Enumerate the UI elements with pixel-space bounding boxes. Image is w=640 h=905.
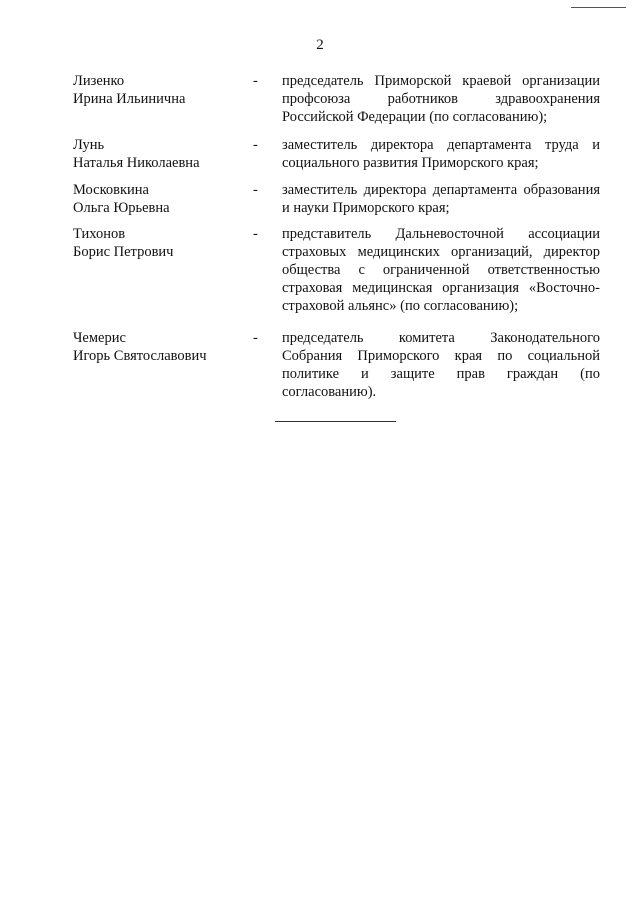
member-row (73, 225, 600, 315)
member-dash: - (253, 226, 258, 242)
member-role: председатель Приморской краевой организации профсоюза работников здравоохранения Российской Федерации (по согласованию); (282, 73, 600, 125)
member-list (73, 72, 600, 401)
page-number: 2 (316, 37, 324, 53)
member-name: Тихонов Борис Петрович (73, 226, 174, 260)
member-role: заместитель директора департамента образования и науки Приморского края; (282, 182, 600, 216)
member-dash: - (253, 330, 258, 346)
member-dash: - (253, 73, 258, 89)
member-name: Чемерис Игорь Святославович (73, 330, 207, 364)
member-name: Московкина Ольга Юрьевна (73, 182, 170, 216)
member-role: представитель Дальневосточной ассоциации страховых медицинских организаций, директор общества с ограниченной ответственностью страховая медицинская организация «Восточно-страховой альянс» (по согласованию); (282, 226, 600, 314)
member-row (73, 136, 600, 172)
member-dash: - (253, 137, 258, 153)
member-row (73, 181, 600, 217)
top-corner-rule (571, 7, 626, 8)
member-name: Лунь Наталья Николаевна (73, 137, 200, 171)
member-row (73, 329, 600, 401)
member-row (73, 72, 600, 126)
member-name: Лизенко Ирина Ильинична (73, 73, 186, 107)
member-dash: - (253, 182, 258, 198)
end-of-list-rule (275, 421, 396, 422)
member-role: заместитель директора департамента труда и социального развития Приморского края; (282, 137, 600, 171)
member-role: председатель комитета Законодательного Собрания Приморского края по социальной политике и защите прав граждан (по согласованию). (282, 330, 600, 400)
